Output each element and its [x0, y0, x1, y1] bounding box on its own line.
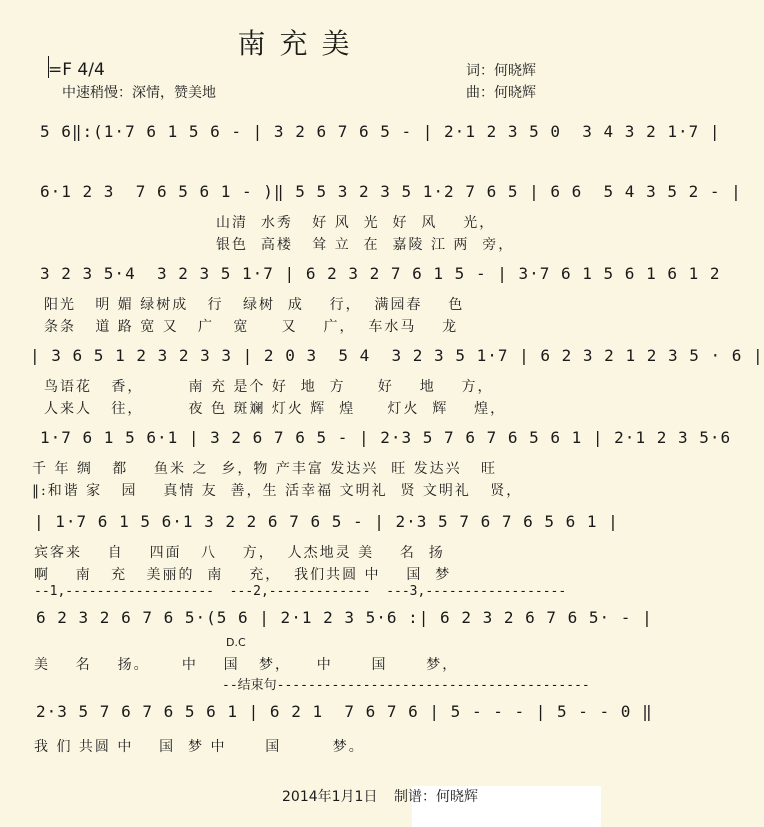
score-system-2-notes: 6·1 2 3 7 6 5 6 1 - )‖ 5 5 3 2 3 5 1·2 7 6 5 | 6 6 5 4 3 5 2 - |	[40, 182, 742, 201]
song-title: 南充美	[237, 27, 364, 60]
score-system-4-notes: | 3 6 5 1 2 3 2 3 3 | 2 0 3 5 4 3 2 3 5 1·7 | 6 2 3 2 1 2 3 5 · 6 |	[30, 346, 764, 365]
lyric-line: 鸟语花 香， 南 充 是个 好 地 方 好 地 方，	[44, 379, 494, 395]
score-system-8-notes: 2·3 5 7 6 7 6 5 6 1 | 6 2 1 7 6 7 6 | 5 - - - | 5 - - 0 ‖	[36, 702, 653, 721]
lyric-line: ‖:和谐 家 园 真情 友 善，生 活幸福 文明礼 贤 文明礼 贤，	[32, 483, 523, 499]
lyric-line: 宾客来 自 四面 八 方， 人杰地灵 美 名 扬	[34, 545, 445, 561]
lyric-line: 千 年 绸 都 鱼米 之 乡，物 产丰富 发达兴 旺 发达兴 旺	[32, 461, 498, 477]
date-text: 2014年1月1日	[282, 789, 378, 805]
lyric-line: 美 名 扬。 中 国 梦， 中 国 梦，	[34, 657, 459, 673]
key-signature: =F 4/4	[48, 60, 105, 80]
lyric-line: 啊 南 充 美丽的 南 充， 我们共圆 中 国 梦	[34, 567, 452, 583]
lyricist-credit: 词：何晓辉	[466, 63, 536, 79]
composer-credit: 曲：何晓辉	[466, 85, 536, 101]
volta-markers: --1,------------------- ---2,------------- ---3,------------------	[34, 584, 567, 599]
score-system-6-notes: | 1·7 6 1 5 6·1 3 2 2 6 7 6 5 - | 2·3 5 7 6 7 6 5 6 1 |	[34, 512, 619, 531]
lyric-line: 条条 道 路 宽 又 广 宽 又 广， 车水马 龙	[44, 319, 459, 335]
lyric-line: 山清 水秀 好 风 光 好 风 光，	[216, 215, 496, 231]
transcriber-credit: 制谱：何晓辉	[394, 789, 478, 805]
lyric-line: 我 们 共圆 中 国 梦 中 国 梦。	[34, 739, 365, 755]
lyric-line: 阳光 明 媚 绿树成 行 绿树 成 行， 满园春 色	[44, 297, 465, 313]
lyric-line: 银色 高楼 耸 立 在 嘉陵 江 两 旁，	[216, 237, 515, 253]
score-system-5-notes: 1·7 6 1 5 6·1 | 3 2 6 7 6 5 - | 2·3 5 7 6 7 6 5 6 1 | 2·1 2 3 5·6	[40, 428, 732, 447]
ending-marker: --结束句----------------------------------------	[222, 678, 590, 693]
score-system-7-notes: 6 2 3 2 6 7 6 5·(5 6 | 2·1 2 3 5·6 :| 6 2 3 2 6 7 6 5· - |	[36, 608, 653, 627]
tempo-marking: 中速稍慢：深情，赞美地	[62, 85, 216, 101]
score-system-1-notes: 5 6‖:(1·7 6 1 5 6 - | 3 2 6 7 6 5 - | 2·1 2 3 5 0 3 4 3 2 1·7 |	[40, 122, 721, 141]
score-system-3-notes: 3 2 3 5·4 3 2 3 5 1·7 | 6 2 3 2 7 6 1 5 - | 3·7 6 1 5 6 1 6 1 2	[40, 264, 721, 283]
lyric-line: 人来人 往， 夜 色 斑斓 灯火 辉 煌 灯火 辉 煌，	[44, 401, 507, 417]
dc-marking: D.C	[226, 636, 246, 649]
